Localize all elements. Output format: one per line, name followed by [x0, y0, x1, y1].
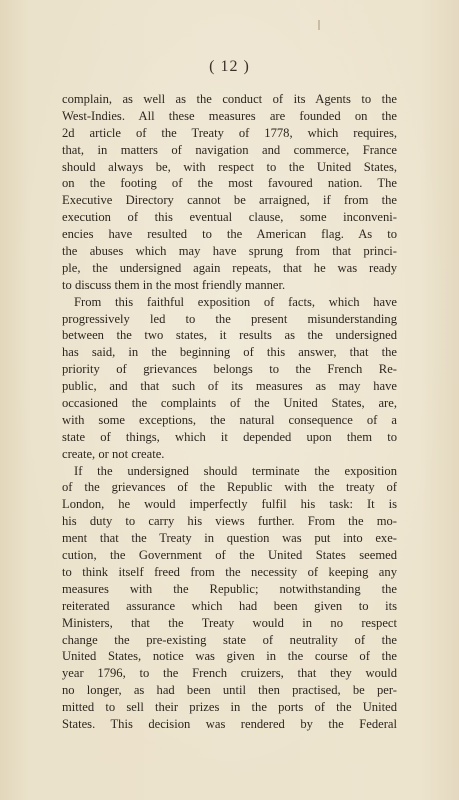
- text-line: 2d article of the Treaty of 1778, which requires,: [62, 125, 397, 140]
- text-line: Ministers, that the Treaty would in no respect: [62, 615, 397, 630]
- text-line: change the pre-existing state of neutrality of the: [62, 632, 397, 647]
- text-line: of the grievances of the Republic with the treaty of: [62, 480, 397, 495]
- text-line: the abuses which may have sprung from that princi-: [62, 244, 397, 259]
- text-line: with some exceptions, the natural consequence of a: [62, 412, 397, 427]
- text-line: cution, the Government of the United States seemed: [62, 548, 397, 563]
- text-line: year 1796, to the French cruizers, that they would: [62, 666, 397, 681]
- text-line: execution of this eventual clause, some inconveni-: [62, 210, 397, 225]
- text-line: progressively led to the present misunderstanding: [62, 311, 397, 326]
- text-line: mitted to sell their prizes in the ports of the United: [62, 700, 397, 715]
- text-line: London, he would imperfectly fulfil his task: It is: [62, 497, 397, 512]
- text-line: occasioned the complaints of the United States, are,: [62, 396, 397, 411]
- text-line: reiterated assurance which had been given to its: [62, 598, 397, 613]
- text-line: state of things, which it depended upon them to: [62, 429, 397, 444]
- text-line: no longer, as had been until then practised, be per-: [62, 683, 397, 698]
- text-line: If the undersigned should terminate the exposition: [74, 463, 397, 478]
- text-line: to think itself freed from the necessity of keeping any: [62, 564, 397, 579]
- text-line: encies have resulted to the American flag. As to: [62, 227, 397, 242]
- text-line: States. This decision was rendered by the Federal: [62, 716, 397, 731]
- text-line: his duty to carry his views further. From the mo-: [62, 514, 397, 529]
- text-line: to discuss them in the most friendly manner.: [62, 277, 286, 292]
- text-line: public, and that such of its measures as may have: [62, 379, 397, 394]
- page-number: ( 12 ): [209, 58, 250, 75]
- text-line: ple, the undersigned again repeats, that he was ready: [62, 260, 397, 275]
- text-line: on the footing of the most favoured nation. The: [62, 176, 397, 191]
- text-line: between the two states, it results as the undersigned: [62, 328, 397, 343]
- text-line: ment that the Treaty in question was put into exe-: [62, 531, 397, 546]
- text-line: measures with the Republic; notwithstanding the: [62, 581, 397, 596]
- text-line: has said, in the beginning of this answer, that the: [62, 345, 397, 360]
- text-line: create, or not create.: [62, 446, 165, 461]
- paper-mark: [318, 20, 320, 30]
- text-line: United States, notice was given in the course of the: [62, 649, 397, 664]
- text-line: that, in matters of navigation and commerce, France: [62, 142, 397, 157]
- text-line: Executive Directory cannot be arraigned, if from the: [62, 193, 397, 208]
- text-line: West-Indies. All these measures are founded on the: [62, 108, 397, 123]
- text-line: complain, as well as the conduct of its Agents to the: [62, 92, 397, 106]
- body-text: [62, 91, 397, 733]
- text-line: should always be, with respect to the United States,: [62, 159, 397, 174]
- text-line: From this faithful exposition of facts, which have: [74, 294, 397, 309]
- text-line: priority of grievances belongs to the French Re-: [62, 362, 397, 377]
